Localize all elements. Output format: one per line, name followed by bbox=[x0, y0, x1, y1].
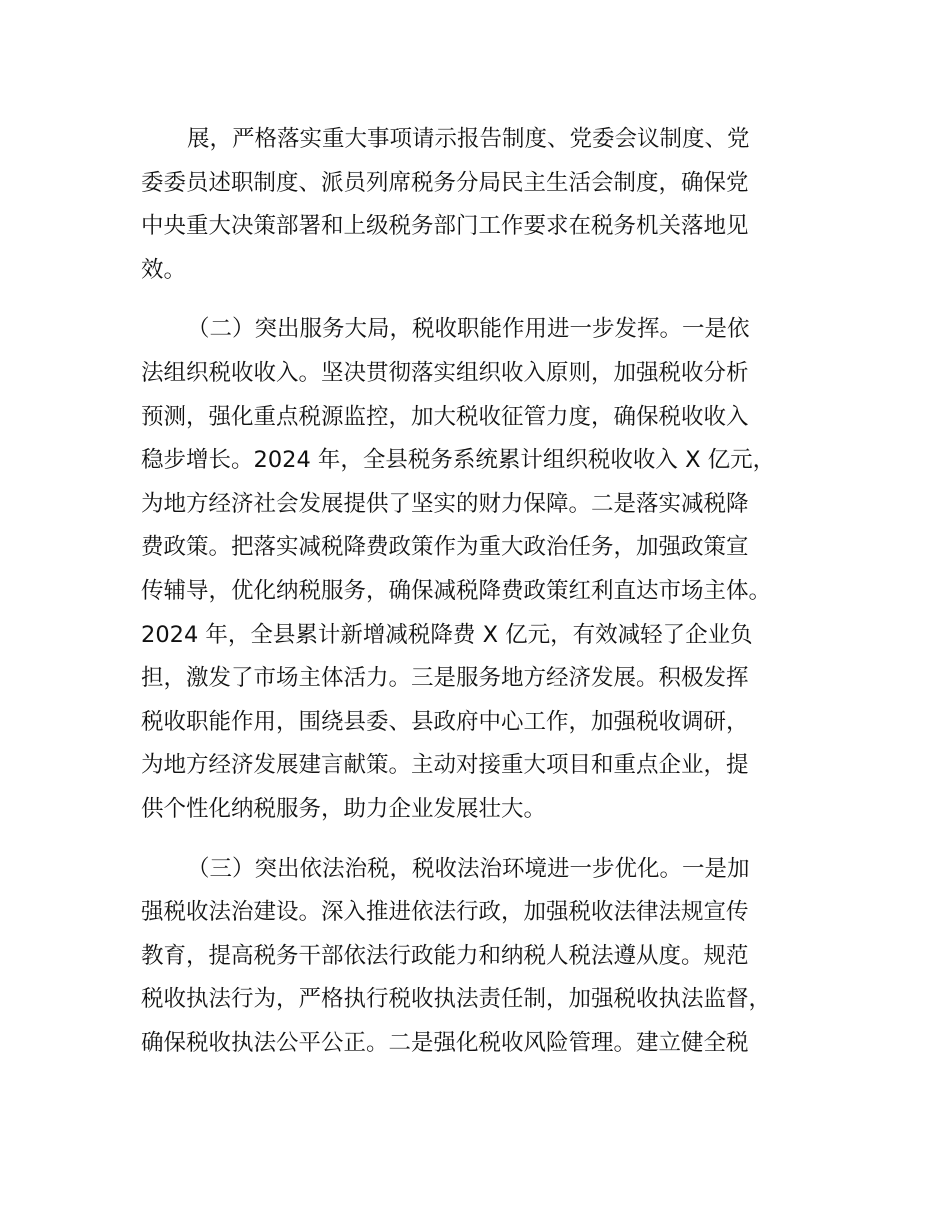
text-line: 传辅导，优化纳税服务，确保减税降费政策红利直达市场主体。 bbox=[141, 577, 772, 604]
text-line: 稳步增长。2024 年，全县税务系统累计组织税收收入 X 亿元， bbox=[141, 447, 776, 474]
text-line: 教育，提高税务干部依法行政能力和纳税人税法遵从度。规范 bbox=[141, 942, 749, 969]
text-line: 委委员述职制度、派员列席税务分局民主生活会制度，确保党 bbox=[141, 169, 749, 196]
text-line: 确保税收执法公平公正。二是强化税收风险管理。建立健全税 bbox=[141, 1029, 749, 1056]
document-body bbox=[141, 118, 841, 1081]
text-line: 税收执法行为，严格执行税收执法责任制，加强税收执法监督， bbox=[141, 986, 772, 1013]
text-line: 供个性化纳税服务，助力企业发展壮大。 bbox=[141, 795, 547, 822]
paragraph-section-2 bbox=[141, 308, 841, 831]
text-line: 强税收法治建设。深入推进依法行政，加强税收法律法规宣传 bbox=[141, 899, 749, 926]
text-line: 为地方经济社会发展提供了坚实的财力保障。二是落实减税降 bbox=[141, 490, 749, 517]
text-line: 2024 年，全县累计新增减税降费 X 亿元，有效减轻了企业负 bbox=[141, 621, 753, 648]
text-line: 预测，强化重点税源监控，加大税收征管力度，确保税收收入 bbox=[141, 403, 749, 430]
text-line: 效。 bbox=[141, 256, 187, 283]
text-line: （二）突出服务大局，税收职能作用进一步发挥。一是依 bbox=[187, 316, 750, 343]
text-line: 税收职能作用，围绕县委、县政府中心工作，加强税收调研， bbox=[141, 708, 749, 735]
text-line: 担，激发了市场主体活力。三是服务地方经济发展。积极发挥 bbox=[141, 665, 749, 692]
text-line: 费政策。把落实减税降费政策作为重大政治任务，加强政策宣 bbox=[141, 534, 749, 561]
text-line: 展，严格落实重大事项请示报告制度、党委会议制度、党 bbox=[187, 126, 750, 152]
paragraph-section-3 bbox=[141, 848, 841, 1066]
text-line: 为地方经济发展建言献策。主动对接重大项目和重点企业，提 bbox=[141, 752, 749, 779]
paragraph-continuation bbox=[141, 118, 841, 292]
text-line: 中央重大决策部署和上级税务部门工作要求在税务机关落地见 bbox=[141, 213, 749, 240]
text-line: 法组织税收收入。坚决贯彻落实组织收入原则，加强税收分析 bbox=[141, 359, 749, 386]
text-line: （三）突出依法治税，税收法治环境进一步优化。一是加 bbox=[187, 855, 750, 882]
